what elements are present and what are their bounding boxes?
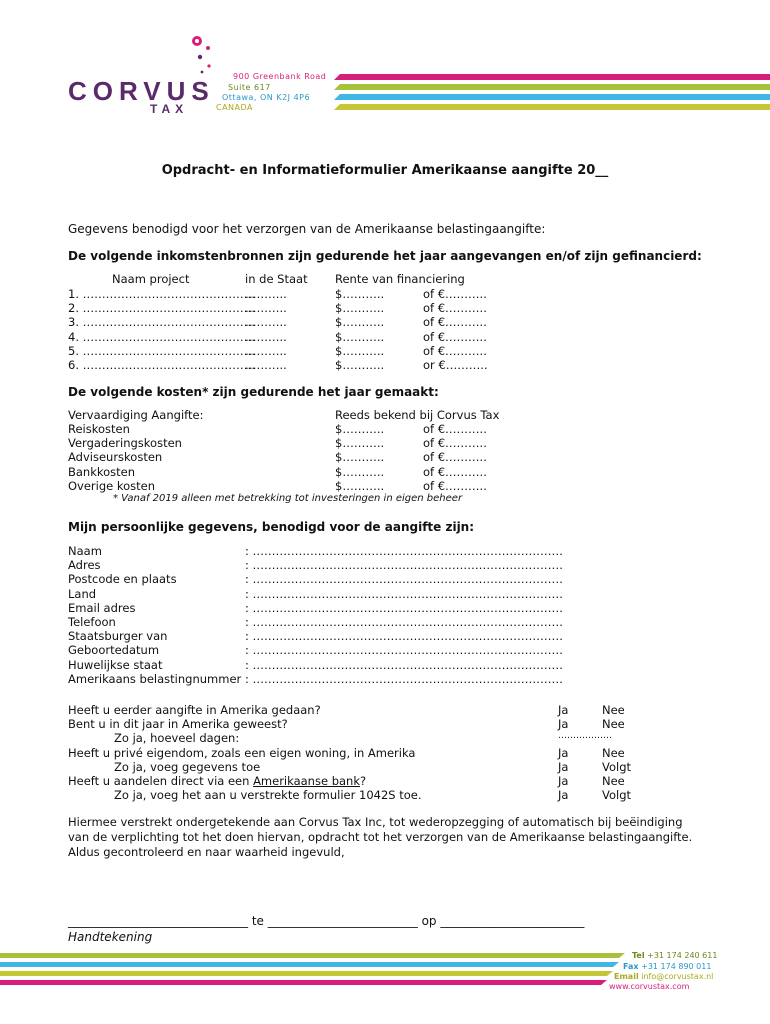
income-row[interactable]: 1. ……………………………………… ……….. $……….. of €………..: [68, 287, 487, 301]
income-heading: De volgende inkomstenbronnen zijn gedurende het jaar aangevangen en/of zijn gefinancierd:: [68, 249, 702, 263]
personal-field[interactable]: Land : ………………………………………………………………………: [68, 586, 564, 601]
question-row[interactable]: Zo ja, hoeveel dagen: ………………: [114, 731, 612, 746]
income-row[interactable]: 2. ……………………………………… ……….. $……….. of €………..: [68, 301, 487, 316]
question-row[interactable]: Heeft u eerder aangifte in Amerika gedaan? Ja Nee: [68, 703, 625, 717]
declaration: Hiermee verstrekt ondergetekende aan Corvus Tax Inc, tot wederopzegging of automatisch bij beëindiging van de verplichting tot het doen hiervan, opdracht tot het verzorgen van de Amerikaanse belastingaangifte. Aldus gecontroleerd en naar waarheid ingevuld,: [68, 815, 693, 859]
income-row[interactable]: 4. ……………………………………… ……….. $……….. of €………..: [68, 329, 487, 344]
question-row[interactable]: Zo ja, voeg gegevens toe Ja Volgt: [114, 759, 632, 774]
amerikaanse-bank-link[interactable]: Amerikaanse bank: [253, 774, 360, 788]
place-line: _________________________: [267, 914, 418, 928]
col-rente: Rente van financiering: [335, 272, 465, 286]
signature-row[interactable]: [68, 914, 584, 928]
footer-fax: Fax +31 174 890 011: [623, 962, 712, 971]
cost-row[interactable]: Vergaderingskosten $……….. of €………..: [68, 436, 487, 451]
cost-row[interactable]: Bankkosten $……….. of €………..: [68, 464, 487, 479]
address-line-1: 900 Greenbank Road: [233, 72, 327, 81]
personal-heading: Mijn persoonlijke gegevens, benodigd voor de aangifte zijn:: [68, 520, 475, 534]
col-project: Naam project: [112, 272, 190, 286]
signature-label: Handtekening: [68, 930, 153, 944]
question-row[interactable]: Zo ja, voeg het aan u verstrekte formulier 1042S toe. Ja Volgt: [114, 788, 632, 803]
question-row[interactable]: Heeft u aandelen direct via een Amerikaanse bank? Ja Nee: [68, 774, 625, 788]
place-label: te: [251, 914, 264, 928]
cost-row[interactable]: Overige kosten $……….. of €………..: [68, 478, 487, 493]
costs-col-right: Reeds bekend bij Corvus Tax: [335, 408, 500, 422]
address-line-4: CANADA: [216, 103, 254, 112]
costs-header-row: [68, 408, 708, 422]
income-header-row: [68, 272, 708, 286]
personal-field[interactable]: Postcode en plaats : ………………………………………………………………………: [68, 572, 564, 587]
personal-field[interactable]: Telefoon : ………………………………………………………………………: [68, 615, 564, 629]
costs-note: * Vanaf 2019 alleen met betrekking tot investeringen in eigen beheer: [113, 493, 463, 504]
footer-web[interactable]: www.corvustax.com: [609, 982, 690, 991]
footer-email[interactable]: Email info@corvustax.nl: [614, 972, 714, 981]
personal-field[interactable]: Naam : ………………………………………………………………………: [68, 544, 564, 558]
income-row[interactable]: 6. ……………………………………… ……….. $……….. or €………..: [68, 358, 488, 372]
personal-field[interactable]: Adres : ………………………………………………………………………: [68, 558, 564, 573]
cost-row[interactable]: Reiskosten $……….. of €………..: [68, 422, 487, 436]
intro-text: Gegevens benodigd voor het verzorgen van de Amerikaanse belastingaangifte:: [68, 222, 546, 236]
signature-line: ______________________________: [68, 914, 248, 928]
question-row[interactable]: Heeft u privé eigendom, zoals een eigen woning, in Amerika Ja Nee: [68, 745, 625, 760]
income-row[interactable]: 5. ……………………………………… ……….. $……….. of €………..: [68, 343, 487, 358]
logo-sub: TAX: [150, 102, 189, 116]
address-line-2: Suite 617: [228, 83, 271, 92]
personal-field[interactable]: Geboortedatum : ………………………………………………………………………: [68, 643, 564, 658]
cost-row[interactable]: Adviseurskosten $……….. of €………..: [68, 450, 487, 465]
logo-word: CORVUS: [68, 76, 215, 106]
address-line-3: Ottawa, ON K2J 4P6: [222, 93, 311, 102]
costs-col-left: Vervaardiging Aangifte:: [68, 408, 204, 422]
page-title: Opdracht- en Informatieformulier Amerikaanse aangifte 20__: [161, 163, 609, 178]
personal-field[interactable]: Email adres : ………………………………………………………………………: [68, 600, 564, 615]
personal-field[interactable]: Amerikaans belastingnummer : ………………………………………………………………………: [68, 671, 564, 686]
personal-field[interactable]: Huwelijkse staat : ………………………………………………………………………: [68, 657, 564, 672]
personal-field[interactable]: Staatsburger van : ………………………………………………………………………: [68, 629, 564, 644]
col-state: in de Staat: [245, 272, 308, 286]
footer-tel: Tel +31 174 240 611: [632, 951, 718, 960]
costs-heading: De volgende kosten* zijn gedurende het jaar gemaakt:: [68, 385, 439, 399]
date-label: op: [421, 914, 437, 928]
income-row[interactable]: 3. ……………………………………… ……….. $……….. of €………..: [68, 315, 487, 330]
logo-dots-icon: [180, 30, 220, 80]
question-row[interactable]: Bent u in dit jaar in Amerika geweest? Ja Nee: [68, 717, 625, 732]
date-line: ________________________: [440, 914, 585, 928]
